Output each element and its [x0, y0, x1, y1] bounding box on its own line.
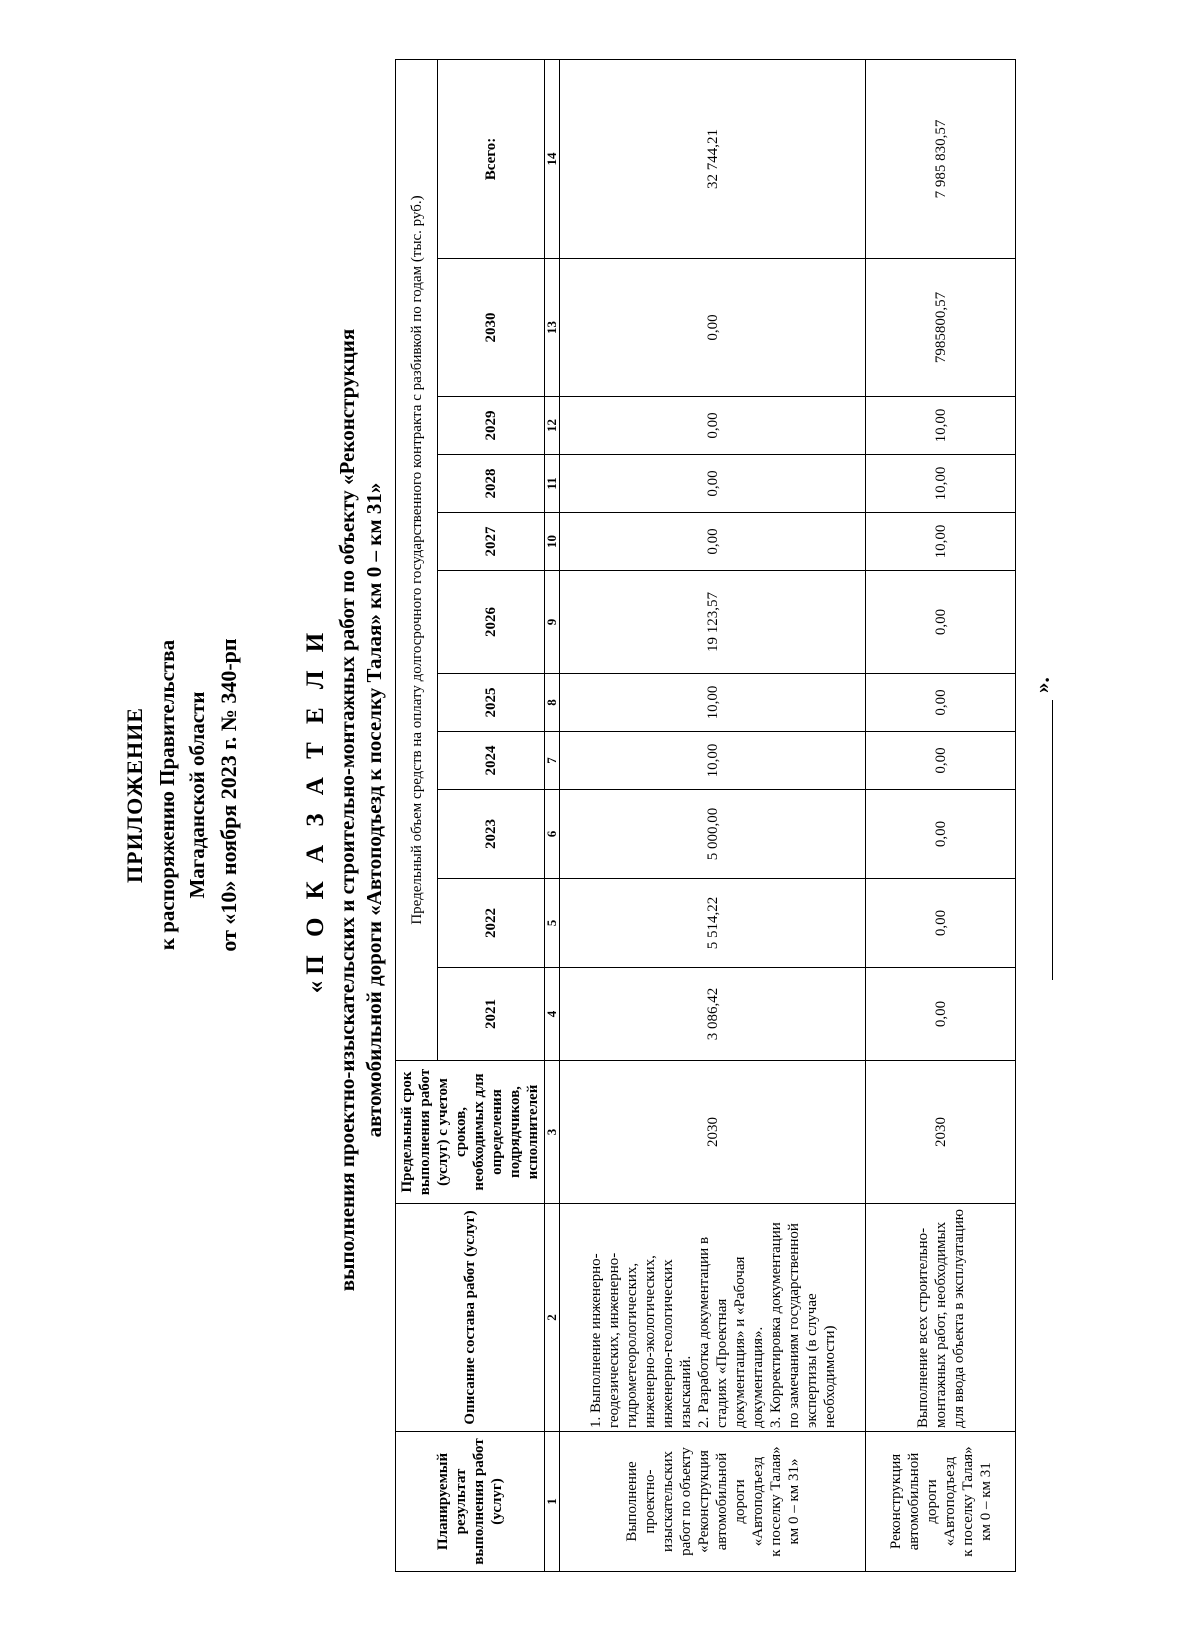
- row-value: 0,00: [866, 674, 1016, 732]
- row-value: 0,00: [560, 513, 866, 571]
- col-header-year: 2021: [438, 968, 545, 1061]
- row-description: [866, 1204, 1016, 1432]
- appendix-title: ПРИЛОЖЕНИЕ: [122, 707, 147, 883]
- row-deadline: 2030: [866, 1061, 1016, 1204]
- column-number: 13: [545, 259, 560, 397]
- column-number: 5: [545, 879, 560, 968]
- column-number: 4: [545, 968, 560, 1061]
- appendix-date-number: от «10» ноября 2023 г. № 340-рп: [216, 638, 241, 952]
- row-value: 5 514,22: [560, 879, 866, 968]
- row-result: [866, 1432, 1016, 1572]
- col-header-deadline: Предельный срок выполнения работ (услуг) с учетом сроков, необходимых для определения подрядчиков, исполнителей: [396, 1061, 545, 1204]
- row-description: [560, 1204, 866, 1432]
- row-value: 0,00: [560, 259, 866, 397]
- appendix-line: Магаданской области: [185, 691, 209, 899]
- row-description-text: 1. Выполнение инженерно-геодезических, инженерно-гидрометеорологических, инженерно-экологических, инженерно-геологических изысканий. 2. Разработка документации в стадиях «Проектная документация» и «Рабочая документация». 3. Корректировка документации по замечаниям государственной экспертизы (в случае необходимости): [587, 1222, 838, 1428]
- column-number: 11: [545, 455, 560, 513]
- column-number: 1: [545, 1432, 560, 1572]
- row-description-text: Выполнение всех строительно-монтажных работ, необходимых для ввода объекта в эксплуатацию: [914, 1209, 967, 1428]
- column-number: 10: [545, 513, 560, 571]
- indicators-table-wrapper: [395, 62, 1016, 1572]
- column-number: 8: [545, 674, 560, 732]
- col-header-description: Описание состава работ (услуг): [396, 1204, 545, 1432]
- column-number: 7: [545, 732, 560, 790]
- column-number: 2: [545, 1204, 560, 1432]
- table-row: [560, 59, 866, 1571]
- row-value: 7985800,57: [866, 259, 1016, 397]
- col-header-funding-group: Предельный объем средств на оплату долгосрочного государственного контракта с разбивкой по годам (тыс. руб.): [396, 59, 438, 1060]
- header-row: [396, 59, 438, 1571]
- row-deadline: 2030: [560, 1061, 866, 1204]
- title-heading: «П О К А З А Т Е Л И: [302, 626, 329, 994]
- col-header-year: 2022: [438, 879, 545, 968]
- title-line: автомобильной дороги «Автоподъезд к поселку Талая» км 0 – км 31»: [362, 482, 386, 1138]
- title-line: выполнения проектно-изыскательских и строительно-монтажных работ по объекту «Реконструкция: [335, 328, 359, 1292]
- row-value: 3 086,42: [560, 968, 866, 1061]
- row-value: 5 000,00: [560, 790, 866, 879]
- row-value: 10,00: [560, 674, 866, 732]
- col-header-year: 2025: [438, 674, 545, 732]
- column-number: 12: [545, 397, 560, 455]
- col-header-year: 2023: [438, 790, 545, 879]
- table-row: [866, 59, 1016, 1571]
- row-value: 0,00: [866, 790, 1016, 879]
- row-result-text: Реконструкция автомобильной дороги «Автоподъезд к поселку Талая» км 0 – км 31: [887, 1446, 994, 1557]
- row-value: 0,00: [866, 732, 1016, 790]
- row-value: 10,00: [866, 513, 1016, 571]
- row-value: 10,00: [866, 455, 1016, 513]
- row-result-text: Выполнение проектно- изыскательских работ по объекту «Реконструкция автомобильной дороги «Автоподъезд к поселку Талая» км 0 – км 31»: [623, 1446, 802, 1557]
- row-total: 32 744,21: [560, 59, 866, 258]
- col-header-year: 2027: [438, 513, 545, 571]
- row-value: 10,00: [560, 732, 866, 790]
- col-header-year: 2024: [438, 732, 545, 790]
- closing-quote: ».: [1030, 677, 1054, 693]
- document-title: [298, 185, 388, 1435]
- col-header-year: 2030: [438, 259, 545, 397]
- col-header-year: 2029: [438, 397, 545, 455]
- row-value: 0,00: [866, 879, 1016, 968]
- row-value: 0,00: [866, 968, 1016, 1061]
- appendix-block: [118, 295, 246, 1295]
- row-value: 0,00: [560, 397, 866, 455]
- column-number: 3: [545, 1061, 560, 1204]
- column-number: 9: [545, 571, 560, 674]
- closing-line: [1052, 700, 1053, 980]
- appendix-line: к распоряжению Правительства: [155, 639, 179, 951]
- col-header-year: 2028: [438, 455, 545, 513]
- row-value: 0,00: [560, 455, 866, 513]
- col-header-result: Планируемый результат выполнения работ (услуг): [396, 1432, 545, 1572]
- row-value: 19 123,57: [560, 571, 866, 674]
- column-numbers-row: [545, 59, 560, 1571]
- column-number: 14: [545, 59, 560, 258]
- row-value: 0,00: [866, 571, 1016, 674]
- col-header-year: 2026: [438, 571, 545, 674]
- col-header-total: Всего:: [438, 59, 545, 258]
- row-total: 7 985 830,57: [866, 59, 1016, 258]
- row-value: 10,00: [866, 397, 1016, 455]
- column-number: 6: [545, 790, 560, 879]
- indicators-table: [395, 59, 1016, 1572]
- row-result: [560, 1432, 866, 1572]
